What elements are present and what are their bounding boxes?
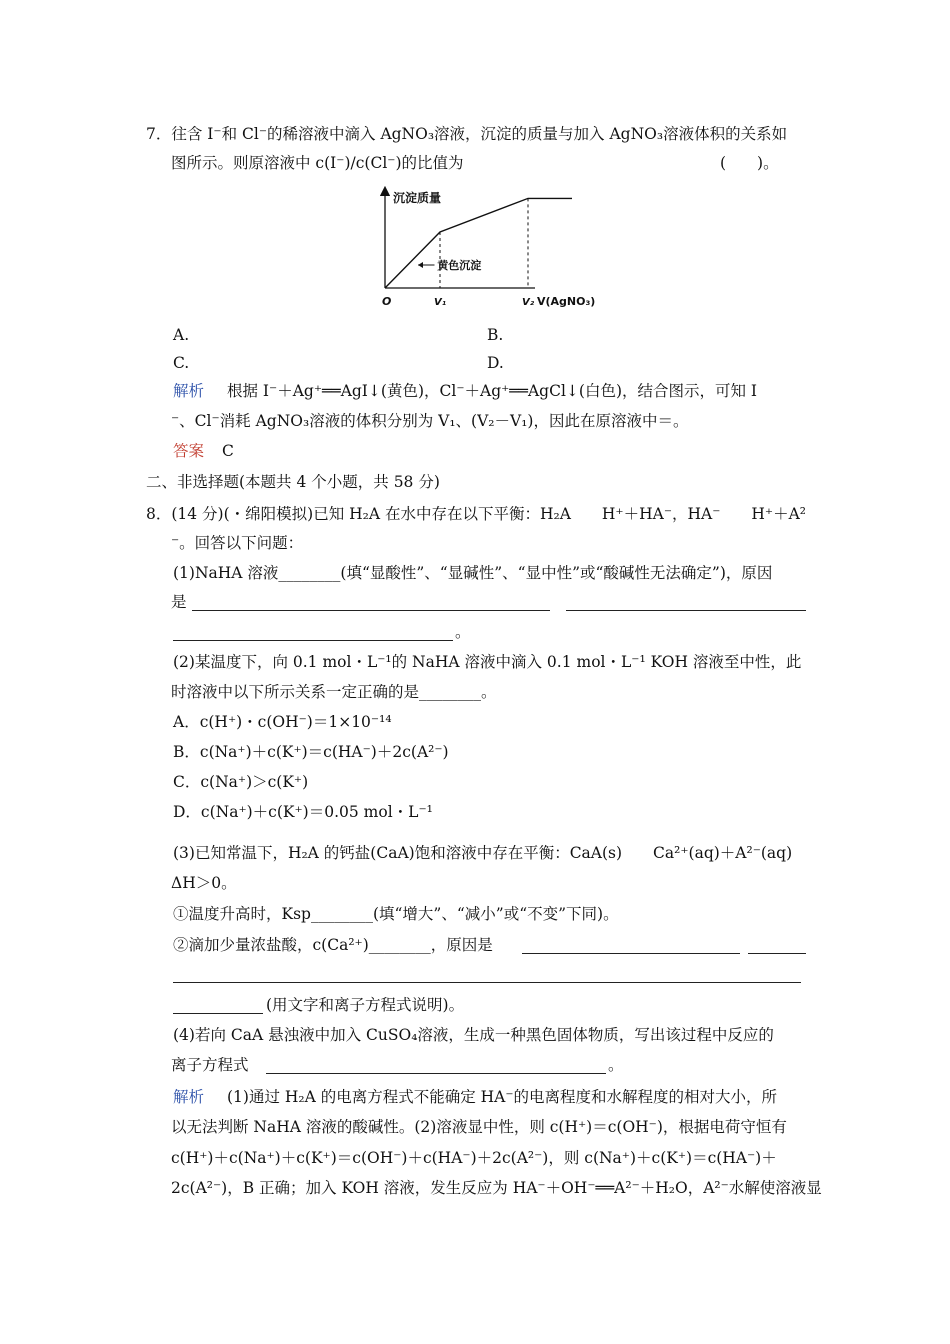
q8-option-a: A．c(H⁺)・c(OH⁻)＝1×10⁻¹⁴ bbox=[173, 713, 392, 731]
q7-option-d: D. bbox=[487, 354, 504, 372]
annotation-label: 黄色沉淀 bbox=[437, 259, 482, 272]
x-tick-v2: V₂ bbox=[522, 297, 535, 308]
q8-part1-blank-1 bbox=[192, 596, 550, 611]
q8-option-d: D．c(Na⁺)＋c(K⁺)＝0.05 mol・L⁻¹ bbox=[173, 803, 433, 821]
q8-part4-line-2: 离子方程式 bbox=[171, 1056, 249, 1074]
q8-part3-item-2: ②滴加少量浓盐酸，c(Ca²⁺)________，原因是 bbox=[173, 936, 493, 954]
origin-label: O bbox=[382, 295, 392, 308]
q8-part3-blank-4 bbox=[173, 999, 263, 1014]
q8-part3-blank-3 bbox=[173, 968, 801, 983]
q8-option-b: B．c(Na⁺)＋c(K⁺)＝c(HA⁻)＋2c(A²⁻) bbox=[173, 743, 449, 761]
q8-part2-line-2: 时溶液中以下所示关系一定正确的是________。 bbox=[171, 683, 497, 701]
q7-answer-label: 答案 bbox=[173, 442, 205, 460]
q8-part4-line-1: (4)若向 CaA 悬浊液中加入 CuSO₄溶液，生成一种黑色固体物质，写出该过程中反应的 bbox=[173, 1026, 774, 1044]
q8-part1-line-1: (1)NaHA 溶液________(填“显酸性”、“显碱性”、“显中性”或“酸碱性无法确定”)，原因 bbox=[173, 564, 773, 582]
q7-option-a: A. bbox=[173, 326, 190, 344]
q8-line-2: ⁻。回答以下问题： bbox=[171, 534, 304, 552]
x-tick-v1: V₁ bbox=[434, 297, 447, 308]
annotation-arrow-head bbox=[418, 262, 423, 268]
mass-line bbox=[385, 198, 572, 288]
precipitate-chart bbox=[360, 185, 610, 313]
q8-part4-blank bbox=[266, 1059, 606, 1074]
q8-part3-note: (用文字和离子方程式说明)。 bbox=[266, 996, 465, 1014]
q8-analysis-line-1: (1)通过 H₂A 的电离方程式不能确定 HA⁻的电离程度和水解程度的相对大小，所 bbox=[227, 1088, 778, 1106]
q7-answer-paren: ( )。 bbox=[720, 154, 779, 172]
q7-option-c: C. bbox=[173, 354, 190, 372]
q7-option-b: B. bbox=[487, 326, 504, 344]
q7-analysis-line-2: ⁻、Cl⁻消耗 AgNO₃溶液的体积分别为 V₁、(V₂－V₁)，因此在原溶液中＝。 bbox=[171, 412, 689, 430]
q8-part1-blank-3 bbox=[173, 626, 453, 641]
q7-analysis-line-1: 根据 I⁻＋Ag⁺══AgI↓(黄色)，Cl⁻＋Ag⁺══AgCl↓(白色)，结合图示，可知 I bbox=[227, 382, 758, 400]
q7-line-2: 图所示。则原溶液中 c(I⁻)/c(Cl⁻)的比值为 bbox=[171, 154, 464, 172]
q8-part3-blank-1 bbox=[522, 939, 740, 954]
q8-part3-item-1: ①温度升高时，Ksp________(填“增大”、“减小”或“不变”下同)。 bbox=[173, 905, 619, 923]
y-axis-label: 沉淀质量 bbox=[393, 191, 442, 205]
q8-analysis-line-3: c(H⁺)＋c(Na⁺)＋c(K⁺)＝c(OH⁻)＋c(HA⁻)＋2c(A²⁻)，则 c(Na⁺)＋c(K⁺)＝c(HA⁻)＋ bbox=[171, 1149, 777, 1167]
q7-line-1: 7．往含 I⁻和 Cl⁻的稀溶液中滴入 AgNO₃溶液，沉淀的质量与加入 AgNO₃溶液体积的关系如 bbox=[146, 125, 788, 143]
q8-analysis-line-4: 2c(A²⁻)，B 正确；加入 KOH 溶液，发生反应为 HA⁻＋OH⁻══A²⁻＋H₂O，A²⁻水解使溶液显 bbox=[171, 1179, 822, 1197]
x-axis-label: V(AgNO₃) bbox=[537, 295, 596, 308]
q8-analysis-line-2: 以无法判断 NaHA 溶液的酸碱性。(2)溶液显中性，则 c(H⁺)＝c(OH⁻)，根据电荷守恒有 bbox=[171, 1118, 787, 1136]
q8-part3-line-1: (3)已知常温下，H₂A 的钙盐(CaA)饱和溶液中存在平衡：CaA(s) Ca²⁺(aq)＋A²⁻(aq) bbox=[173, 844, 793, 862]
q7-analysis-label: 解析 bbox=[173, 382, 205, 400]
q8-line-1: 8．(14 分)(・绵阳模拟)已知 H₂A 在水中存在以下平衡：H₂A H⁺＋HA⁻，HA⁻ H⁺＋A² bbox=[146, 505, 806, 523]
q8-part1-line-2: 是 bbox=[171, 593, 187, 611]
section-2-heading: 二、非选择题(本题共 4 个小题，共 58 分) bbox=[146, 473, 440, 491]
q8-part1-end: 。 bbox=[455, 623, 471, 641]
q8-analysis-label: 解析 bbox=[173, 1088, 205, 1106]
q8-part3-blank-2 bbox=[748, 939, 806, 954]
q8-part1-blank-2 bbox=[566, 596, 806, 611]
q8-part4-end: 。 bbox=[608, 1056, 624, 1074]
q7-answer-value: C bbox=[222, 442, 234, 460]
q8-option-c: C．c(Na⁺)＞c(K⁺) bbox=[173, 773, 309, 791]
q8-part2-line-1: (2)某温度下，向 0.1 mol・L⁻¹的 NaHA 溶液中滴入 0.1 mol・L⁻¹ KOH 溶液至中性，此 bbox=[173, 653, 802, 671]
q8-part3-line-2: ΔH＞0。 bbox=[171, 874, 237, 892]
